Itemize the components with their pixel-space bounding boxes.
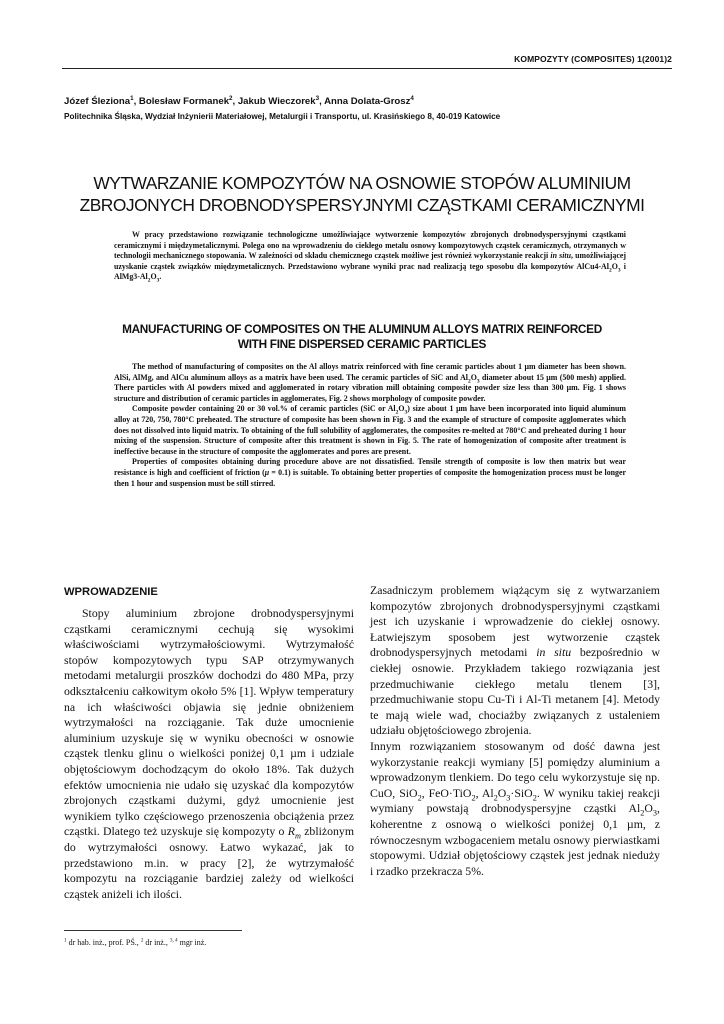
- body-text: Innym rozwiązaniem stosowanym od dość dawna jest wykorzystanie reakcji wymiany [5] pomiędzy aluminium a wprowadzonym tlenkiem. Do tego celu wykorzystuje się np. CuO, SiO: [370, 738, 660, 800]
- subscript: 3: [404, 409, 408, 416]
- subscript: 2: [640, 808, 645, 818]
- abstract-text: O: [611, 261, 618, 271]
- body-text: Stopy aluminium zbrojone drobnodyspersyjnymi cząstkami ceramicznymi cechują się wysokimi właściwościami wytrzymałościowymi. Wytrzymałość stopów kompozytowych typu SAP otrzymywanych metodami metalurgii proszków dochodzi do 480 MPa, przy odkształceniu całkowitym około 5% [1]. Wpływ temperatury na ich właściwości objawia się jednie obniżeniem wytrzymałości na rozciąganie. Tak duże umocnienie aluminium uzyskuje się w wyniku obecności w osnowie cząstek tlenku glinu o wielkości poniżej 0,1 µm i udziale objętościowym dochodzącym do około 18%. Tak dużych efektów umocnienia nie udało się uzyskać dla kompozytów zbrojonych cząstkami dużymi, gdyż umocnienie jest wynikiem tylko częściowego przenoszenia obciążenia przez cząstki. Dlatego też uzyskuje się kompozyty o: [64, 606, 354, 839]
- author-mark: 4: [410, 94, 414, 102]
- body-text: bezpośrednio w ciekłej osnowie. Przykładem takiego rozwiązania jest przedmuchiwanie ciekłego metalu tlenem [3], przedmuchiwanie stopu Cu-Ti i Al-Ti metanem [4]. Metody te mają wiele wad, chociażby związanych z ustaleniem udziału objętościowego zbrojenia.: [370, 645, 660, 738]
- abstract-text: O: [150, 272, 157, 282]
- rm-symbol: R: [287, 824, 295, 839]
- title-polish-line: ZBROJONYCH DROBNODYSPERSYJNYMI CZĄSTKAMI CERAMICZNYMI: [79, 195, 645, 215]
- author-name: Anna Dolata-Grosz: [324, 96, 411, 107]
- subscript: 3: [617, 267, 621, 274]
- footnote-mark: 3, 4: [169, 937, 178, 944]
- in-situ-text: in situ: [536, 645, 572, 660]
- subscript: 2: [147, 277, 151, 284]
- subscript: 3: [476, 378, 480, 385]
- footnote-mark: 2: [140, 937, 144, 944]
- subscript: 2: [493, 793, 498, 803]
- subscript: 3: [652, 808, 658, 818]
- subscript: 3: [156, 277, 160, 284]
- body-left-column: [64, 606, 354, 902]
- header-rule: [62, 68, 672, 69]
- title-english: [60, 322, 664, 352]
- abstract-text: i AlMg3-Al: [114, 261, 626, 282]
- subscript: 2: [532, 793, 537, 803]
- abstract-text: diameter about 15 μm (500 mesh) applied. There particles with Al powders mixed and agglomerated in rotary vibration mill obtaining composite powder size less than 300 μm. Fig. 1 shows structure and distribution of ceramic particles in agglomerates, Fig. 2 shows morphology of composite powder.: [114, 372, 626, 403]
- abstract-text: Composite powder containing 20 or 30 vol.% of ceramic particles (SiC or Al: [132, 404, 396, 414]
- mu-symbol: μ: [264, 467, 270, 477]
- body-paragraph: [370, 739, 660, 879]
- rm-subscript: m: [294, 831, 301, 841]
- abstract-text: O: [470, 372, 477, 382]
- footnote-text: dr inż.,: [143, 938, 170, 947]
- footnote: [64, 938, 206, 947]
- author-mark: 2: [229, 94, 233, 102]
- abstract-in-situ: in situ: [550, 251, 572, 261]
- footnote-text: dr hab. inż., prof. PŚ.,: [66, 938, 141, 947]
- subscript: 2: [467, 378, 471, 385]
- body-text: O: [644, 801, 653, 816]
- subscript: 2: [417, 793, 422, 803]
- subscript: 3: [506, 793, 511, 803]
- abstract-english: [114, 362, 626, 489]
- body-text: O: [497, 785, 507, 800]
- author-name: Bolesław Formanek: [138, 96, 230, 107]
- author-mark: 3: [315, 94, 320, 102]
- body-paragraph: [370, 583, 660, 739]
- abstract-text: O: [398, 404, 405, 414]
- body-text: Zasadniczym problemem wiążącym się z wytwarzaniem kompozytów zbrojonych drobnodyspersyjnymi cząstkami jest ich uzyskanie i wprowadzenie do ciekłej osnowy. Łatwiejszym sposobem jest wytworzenie cząstek drobnodyspersyjnych metodami: [370, 583, 660, 660]
- footnote-text: mgr inż.: [177, 938, 207, 947]
- affiliation: Politechnika Śląska, Wydział Inżynierii Materiałowej, Metalurgii i Transportu, ul. Krasińskiego 8, 40-019 Katowice: [64, 112, 501, 121]
- abstract-paragraph: [114, 457, 626, 489]
- body-text: . W wyniku takiej reakcji wymiany powstają drobnodyspersyjne cząstki Al: [370, 785, 661, 816]
- author-sep: ,: [319, 96, 325, 107]
- body-right-column: [370, 583, 660, 879]
- body-text: zbliżonym do wytrzymałości osnowy. Łatwo wykazać, jak to przedstawiono m.in. w pracy [2], że wytrzymałość kompozytu na rozciąganie bardziej zależy od wielkości cząstek aniżeli ich ilości.: [64, 824, 354, 901]
- subscript: 2: [608, 267, 612, 274]
- body-text: , FeO·TiO: [421, 785, 472, 800]
- title-english-line: MANUFACTURING OF COMPOSITES ON THE ALUMINUM ALLOYS MATRIX REINFORCED: [122, 322, 602, 336]
- footnote-rule: [64, 930, 242, 931]
- author-list: [64, 96, 414, 107]
- body-text: ·SiO: [510, 785, 533, 800]
- subscript: 2: [395, 409, 399, 416]
- abstract-text: , umożliwiającej uzyskanie cząstek związków międzymetalicznych. Przedstawiono wybrane wyniki prac nad realizacją tego sposobu dla kompozytów AlCu4-Al: [114, 251, 626, 271]
- author-sep: ,: [133, 96, 139, 107]
- body-text: , koherentne z osnową o wielkości poniżej 0,1 µm, z równoczesnym wzbogaceniem metalu osnowy pierwiastkami stopowymi. Udział objętościowy cząstek jest jednak nieduży i rzadko przekracza 5%.: [370, 801, 660, 878]
- subscript: 2: [471, 793, 476, 803]
- author-sep: ,: [232, 96, 238, 107]
- title-english-line: WITH FINE DISPERSED CERAMIC PARTICLES: [237, 337, 487, 351]
- abstract-text: W pracy przedstawiono rozwiązanie technologiczne umożliwiające wytworzenie kompozytów zbrojonych drobnodyspersyjnymi cząstkami ceramicznymi i międzymetalicznymi. Polega ono na wprowadzeniu do ciekłego metalu osnowy kompozytowych cząstek ceramicznych, otrzymanych w technologii mechanicznego stopowania. W zależności od składu chemicznego cząstek możliwe jest również wykorzystanie reakcji: [114, 230, 626, 261]
- author-name: Jakub Wieczorek: [237, 96, 316, 107]
- abstract-polish: [114, 230, 626, 283]
- abstract-text: The method of manufacturing of composites on the Al alloys matrix reinforced with fine ceramic particles about 1 μm diameter has been shown. AlSi, AlMg, and AlCu aluminum alloys as a matrix have been used. The ceramic particles of SiC and Al: [114, 362, 626, 382]
- abstract-text: ) size about 1 μm have been incorporated into liquid aluminum alloy at 720, 750, 780°C preheated. The structure of composite has been shown in Fig. 3 and the example of structure of composite agglomerates which does not dissolved into liquid matrix. To obtaining of the full solubility of agglomerates, the composites re-melted at 780°C and preheated during 1 hour mixing of the suspension. Structure of composite after this treatment is shown in Fig. 5. The rate of homogenization of composite after treatment is ineffective because in the structure of composite the agglomerates and pores are present.: [114, 404, 627, 456]
- abstract-paragraph: [114, 404, 626, 457]
- title-polish: [60, 172, 664, 216]
- abstract-paragraph: [114, 362, 626, 404]
- journal-header: KOMPOZYTY (COMPOSITES) 1(2001)2: [514, 54, 672, 64]
- footnote-mark: 1: [64, 937, 67, 944]
- title-polish-line: WYTWARZANIE KOMPOZYTÓW NA OSNOWIE STOPÓW ALUMINIUM: [93, 173, 631, 193]
- abstract-text: .: [159, 272, 162, 282]
- author-mark: 1: [130, 94, 134, 102]
- abstract-text: Properties of composites obtaining during procedure above are not dissatisfied. Tensile strength of composite is low then matrix but wear resistance is high and coefficient of friction (: [114, 457, 626, 477]
- abstract-text: = 0.1) is suitable. To obtaining better properties of composite the homogenization process must be longer then 1 hour and suspension must be still stirred.: [114, 467, 626, 488]
- section-heading: WPROWADZENIE: [64, 586, 158, 598]
- author-name: Józef Śleziona: [64, 96, 131, 107]
- body-text: , Al: [475, 785, 494, 800]
